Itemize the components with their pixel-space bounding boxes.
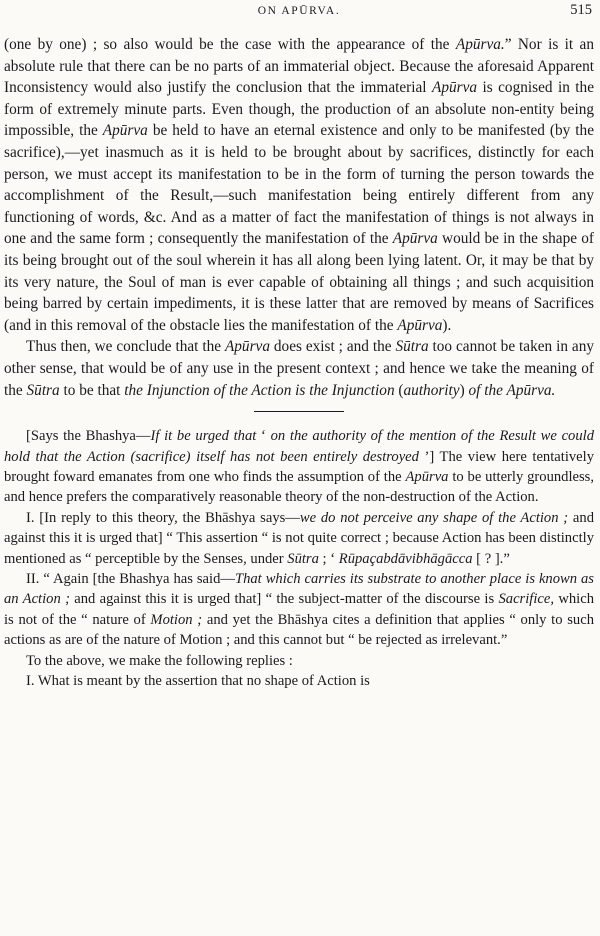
main-text (4, 34, 594, 401)
italic-run: If it be urged that (150, 428, 257, 445)
italic-run: on the authority of the mention of the Result we could hold that the Action (sacrifice) itself has not been entirely destroyed (4, 428, 594, 465)
italic-run: Apūrva (405, 468, 449, 485)
text-run: ’] The view here tentatively brought foward emanates from one who finds the assumption of the (4, 448, 594, 485)
italic-run: Apūrva. (455, 36, 505, 53)
text-run: [Says the Bhashya— (26, 428, 151, 445)
commentary-text (4, 426, 594, 691)
text-run: [ ? ].” (472, 550, 510, 567)
italic-run: of the Apūrva. (468, 381, 556, 399)
italic-run: Apūrva (102, 122, 148, 140)
text-run: would be in the shape of its being brought out of the soul wherein it has all along been lying latent. Or, it may be that by its very nature, the Soul of man is ever capable of obtaining all things ; and such acquisition being barred by certain impediments, it is these latter that are removed by means of Sacrifices (and in this removal of the obstacle lies the manifestation of the (4, 230, 594, 334)
text-run: is cognised in the form of extremely minute parts. Even though, the production of an absolute non-entity being impossible, the (4, 79, 594, 140)
italic-run: Motion ; (150, 611, 203, 628)
text-run: (one by one) ; so also would be the case with the appearance of the (4, 36, 456, 53)
italic-run: Apūrva (431, 79, 478, 97)
running-title: ON APŪRVA. (257, 5, 341, 17)
text-run: and against this it is urged that] “ the subject-matter of the discourse is (69, 591, 499, 608)
text-run: and against this it is urged that] “ This assertion “ is not quite correct ; because Action has been distinctly mentioned as “ perceptible by the Senses, under (4, 509, 594, 567)
text-run: Thus then, we conclude that the (26, 338, 225, 356)
italic-run: Apūrva (392, 230, 438, 248)
italic-run: authority (403, 381, 460, 399)
italic-run: Rūpaçabdāvibhāgācca (338, 550, 473, 567)
text-run: II. “ Again [the Bhashya has said— (26, 570, 235, 587)
text-run: I. What is meant by the assertion that no shape of Action is (26, 672, 370, 689)
text-run: be held to have an eternal existence and only to be manifested (by the sacrifice),—yet inasmuch as it is held to be brought about by sacrifices, distinctly for each person, we must accept its manifestation to be in the form of turning the person towards the accomplishment of the Result,—such manifestation being entirely different from any functioning of words, &c. And as a matter of fact the manifestation of things is not always in one and the same form ; consequently the manifestation of the (4, 122, 594, 248)
running-header (4, 0, 594, 28)
text-run: to be that (59, 381, 125, 399)
text-run: to be utterly groundless, and hence prefers the comparatively reasonable theory of the non-destruction of the Action. (4, 468, 594, 506)
italic-run: That which carries its substrate to another place is known as an Action ; (4, 570, 594, 608)
italic-run: Apūrva (397, 316, 443, 334)
text-run: ” Nor is it an absolute rule that there can be no parts of an immaterial object. Because the aforesaid Apparent Inconsistency would also justify the conclusion that the immaterial (4, 36, 594, 97)
italic-run: we do not perceive any shape of the Action ; (299, 509, 569, 526)
text-run: ) (459, 381, 469, 399)
text-run: too cannot be taken in any other sense, that would be of any use in the present context ; and hence we take the meaning of the (4, 338, 594, 399)
paragraph (4, 34, 594, 336)
text-run: ; ‘ (318, 550, 339, 567)
commentary-paragraph (4, 651, 594, 671)
text-run: ( (394, 381, 404, 399)
section-divider (254, 411, 344, 412)
commentary-paragraph (4, 671, 594, 691)
page-number: 515 (570, 2, 592, 18)
text-run: and yet the Bhāshya cites a definition that applies “ only to such actions as are of the nature of Motion ; and this cannot but “ be rejected as irrelevant.” (4, 611, 594, 649)
italic-run: Sūtra (287, 550, 319, 567)
commentary-paragraph (4, 508, 594, 569)
italic-run: Sūtra (395, 338, 429, 356)
text-run: which is not of the “ nature of (4, 591, 594, 628)
commentary-paragraph (4, 569, 594, 651)
text-run: I. [In reply to this theory, the Bhāshya says— (26, 509, 300, 526)
commentary-paragraph (4, 426, 594, 508)
italic-run: Apūrva (224, 338, 270, 356)
text-run: ). (442, 316, 452, 334)
text-run: does exist ; and the (269, 338, 396, 356)
italic-run: Sacrifice, (498, 591, 554, 608)
text-run: To the above, we make the following replies : (26, 652, 293, 669)
paragraph (4, 336, 594, 401)
text-run: ‘ (256, 428, 271, 445)
italic-run: the Injunction of the Action is the Injunction (124, 381, 395, 399)
italic-run: Sūtra (26, 381, 60, 399)
